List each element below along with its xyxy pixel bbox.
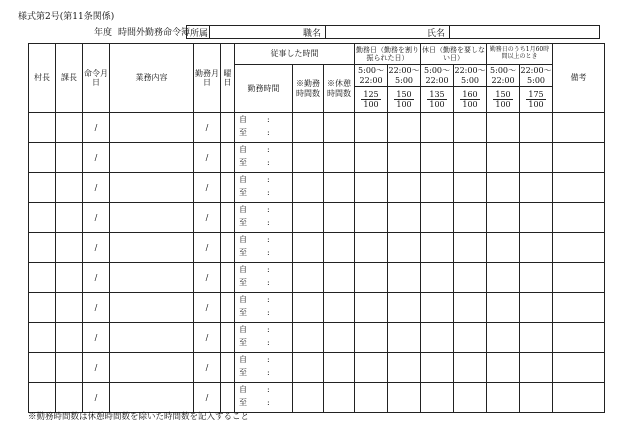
entry-cell[interactable] xyxy=(421,263,454,293)
entry-cell[interactable] xyxy=(520,113,553,143)
rate xyxy=(520,87,553,113)
entry-cell[interactable] xyxy=(388,113,421,143)
dept-label: 所属 xyxy=(190,29,209,39)
youbi-cell[interactable] xyxy=(221,293,235,323)
time-colon: : xyxy=(267,157,270,167)
gyomu-cell[interactable] xyxy=(110,323,194,353)
sonchou-cell[interactable] xyxy=(29,353,56,383)
date-slash: / xyxy=(205,332,209,342)
col-over60: 勤務日のうち1月60時間以上のとき xyxy=(487,44,553,65)
kachou-cell[interactable] xyxy=(56,293,83,323)
meirei-date-cell[interactable] xyxy=(83,263,110,293)
col-sonchou: 村長 xyxy=(29,44,56,113)
entry-cell[interactable] xyxy=(454,263,487,293)
kachou-cell[interactable] xyxy=(56,143,83,173)
entry-cell[interactable] xyxy=(388,263,421,293)
meirei-date-cell[interactable] xyxy=(83,353,110,383)
meirei-date-cell[interactable] xyxy=(83,233,110,263)
entry-cell[interactable] xyxy=(421,323,454,353)
entry-cell[interactable] xyxy=(388,173,421,203)
from-label: 自 xyxy=(239,294,247,304)
meirei-date-cell[interactable] xyxy=(83,173,110,203)
entry-cell[interactable] xyxy=(421,203,454,233)
col-bikou: 備考 xyxy=(553,44,605,113)
date-slash: / xyxy=(94,392,98,402)
entry-cell[interactable] xyxy=(520,263,553,293)
date-slash: / xyxy=(94,302,98,312)
from-label: 自 xyxy=(239,354,247,364)
from-label: 自 xyxy=(239,234,247,244)
table-row xyxy=(29,173,605,203)
time-colon: : xyxy=(267,234,270,244)
gyomu-cell[interactable] xyxy=(110,383,194,413)
date-slash: / xyxy=(205,152,209,162)
youbi-cell[interactable] xyxy=(221,173,235,203)
table-row xyxy=(29,293,605,323)
to-label: 至 xyxy=(239,157,247,167)
entry-cell[interactable] xyxy=(553,203,605,233)
table-row xyxy=(29,383,605,413)
entry-cell[interactable] xyxy=(355,173,388,203)
kachou-cell[interactable] xyxy=(56,173,83,203)
youbi-cell[interactable] xyxy=(221,323,235,353)
col-kyujitsu: 休日（勤務を要しない日） xyxy=(421,44,487,65)
table-row xyxy=(29,263,605,293)
entry-cell[interactable] xyxy=(421,233,454,263)
entry-cell[interactable] xyxy=(324,203,355,233)
rate xyxy=(454,87,487,113)
entry-cell[interactable] xyxy=(293,293,324,323)
dept-field[interactable] xyxy=(209,26,298,38)
meirei-date-cell[interactable] xyxy=(83,203,110,233)
entry-cell[interactable] xyxy=(355,263,388,293)
header-fields xyxy=(186,25,600,39)
time-range: 22:00〜5:00 xyxy=(454,66,486,85)
gyomu-cell[interactable] xyxy=(110,293,194,323)
entry-cell[interactable] xyxy=(421,113,454,143)
rate xyxy=(388,87,421,113)
rate-denominator: 100 xyxy=(462,100,478,109)
overtime-table xyxy=(28,43,605,413)
form-title: 時間外勤務命令簿 xyxy=(118,28,191,38)
entry-cell[interactable] xyxy=(454,233,487,263)
entry-cell[interactable] xyxy=(324,383,355,413)
date-slash: / xyxy=(205,182,209,192)
entry-cell[interactable] xyxy=(520,293,553,323)
date-slash: / xyxy=(205,212,209,222)
from-label: 自 xyxy=(239,144,247,154)
meirei-date-cell[interactable] xyxy=(83,293,110,323)
from-label: 自 xyxy=(239,384,247,394)
time-range: 5:00〜22:00 xyxy=(421,65,454,87)
col-kinmu: 勤務月日 xyxy=(194,44,221,113)
rate-numerator: 175 xyxy=(528,89,544,99)
youbi-cell[interactable] xyxy=(221,233,235,263)
time-range: 22:00〜5:00 xyxy=(388,66,420,85)
entry-cell[interactable] xyxy=(293,353,324,383)
col-youbi: 曜日 xyxy=(221,44,235,113)
sonchou-cell[interactable] xyxy=(29,203,56,233)
date-slash: / xyxy=(205,242,209,252)
year-label: 年度 xyxy=(94,28,113,38)
work-time-cell[interactable] xyxy=(235,143,293,173)
from-label: 自 xyxy=(239,204,247,214)
entry-cell[interactable] xyxy=(324,143,355,173)
to-label: 至 xyxy=(239,187,247,197)
meirei-date-cell[interactable] xyxy=(83,323,110,353)
entry-cell[interactable] xyxy=(553,113,605,143)
entry-cell[interactable] xyxy=(520,353,553,383)
col-kinmubi: 勤務日（勤務を割り振られた日） xyxy=(355,44,421,65)
table-row xyxy=(29,353,605,383)
entry-cell[interactable] xyxy=(324,323,355,353)
date-slash: / xyxy=(205,122,209,132)
time-colon: : xyxy=(267,187,270,197)
col-jujishita: 従事した時間 xyxy=(235,44,355,65)
job-label: 職名 xyxy=(303,29,322,39)
time-range: 5:00〜22:00 xyxy=(487,65,520,87)
date-slash: / xyxy=(94,182,98,192)
entry-cell[interactable] xyxy=(324,353,355,383)
entry-cell[interactable] xyxy=(293,383,324,413)
entry-cell[interactable] xyxy=(355,353,388,383)
youbi-cell[interactable] xyxy=(221,143,235,173)
time-colon: : xyxy=(267,307,270,317)
table-row xyxy=(29,323,605,353)
entry-cell[interactable] xyxy=(421,173,454,203)
work-time-cell[interactable] xyxy=(235,353,293,383)
time-colon: : xyxy=(267,144,270,154)
date-slash: / xyxy=(205,272,209,282)
kinmu-date-cell[interactable] xyxy=(194,203,221,233)
time-colon: : xyxy=(267,294,270,304)
from-label: 自 xyxy=(239,114,247,124)
col-kachou: 課長 xyxy=(56,44,83,113)
to-label: 至 xyxy=(239,247,247,257)
gyomu-cell[interactable] xyxy=(110,143,194,173)
entry-cell[interactable] xyxy=(553,233,605,263)
entry-cell[interactable] xyxy=(293,323,324,353)
meirei-date-cell[interactable] xyxy=(83,143,110,173)
work-time-cell[interactable] xyxy=(235,203,293,233)
form-number: 様式第2号(第11条関係) xyxy=(18,12,115,22)
time-colon: : xyxy=(267,174,270,184)
time-colon: : xyxy=(267,277,270,287)
work-time-cell[interactable] xyxy=(235,323,293,353)
kinmu-date-cell[interactable] xyxy=(194,383,221,413)
entry-cell[interactable] xyxy=(454,143,487,173)
entry-cell[interactable] xyxy=(454,293,487,323)
kinmu-date-cell[interactable] xyxy=(194,323,221,353)
time-colon: : xyxy=(267,204,270,214)
entry-cell[interactable] xyxy=(520,383,553,413)
entry-cell[interactable] xyxy=(293,203,324,233)
entry-cell[interactable] xyxy=(520,323,553,353)
gyomu-cell[interactable] xyxy=(110,203,194,233)
time-colon: : xyxy=(267,397,270,407)
entry-cell[interactable] xyxy=(487,263,520,293)
col-kinmu-jikan: 勤務時間 xyxy=(235,65,293,113)
kachou-cell[interactable] xyxy=(56,233,83,263)
entry-cell[interactable] xyxy=(388,323,421,353)
entry-cell[interactable] xyxy=(324,293,355,323)
entry-cell[interactable] xyxy=(421,353,454,383)
entry-cell[interactable] xyxy=(487,173,520,203)
entry-cell[interactable] xyxy=(553,323,605,353)
youbi-cell[interactable] xyxy=(221,203,235,233)
entry-cell[interactable] xyxy=(487,203,520,233)
to-label: 至 xyxy=(239,337,247,347)
time-colon: : xyxy=(267,114,270,124)
entry-cell[interactable] xyxy=(487,113,520,143)
job-field[interactable] xyxy=(325,26,422,38)
entry-cell[interactable] xyxy=(520,143,553,173)
sonchou-cell[interactable] xyxy=(29,383,56,413)
gyomu-cell[interactable] xyxy=(110,233,194,263)
table-row xyxy=(29,203,605,233)
entry-cell[interactable] xyxy=(293,263,324,293)
entry-cell[interactable] xyxy=(487,323,520,353)
to-label: 至 xyxy=(239,367,247,377)
kinmu-date-cell[interactable] xyxy=(194,113,221,143)
time-colon: : xyxy=(267,247,270,257)
kinmu-date-cell[interactable] xyxy=(194,143,221,173)
entry-cell[interactable] xyxy=(454,113,487,143)
entry-cell[interactable] xyxy=(324,113,355,143)
entry-cell[interactable] xyxy=(553,383,605,413)
entry-cell[interactable] xyxy=(487,383,520,413)
entry-cell[interactable] xyxy=(553,263,605,293)
table-row xyxy=(29,143,605,173)
entry-cell[interactable] xyxy=(324,173,355,203)
date-slash: / xyxy=(94,212,98,222)
table-row xyxy=(29,113,605,143)
entry-cell[interactable] xyxy=(388,353,421,383)
time-colon: : xyxy=(267,127,270,137)
kachou-cell[interactable] xyxy=(56,263,83,293)
gyomu-cell[interactable] xyxy=(110,263,194,293)
date-slash: / xyxy=(94,122,98,132)
to-label: 至 xyxy=(239,307,247,317)
entry-cell[interactable] xyxy=(388,383,421,413)
rate-numerator: 135 xyxy=(429,89,445,99)
kachou-cell[interactable] xyxy=(56,353,83,383)
rate xyxy=(421,87,454,113)
sonchou-cell[interactable] xyxy=(29,113,56,143)
entry-cell[interactable] xyxy=(324,263,355,293)
date-slash: / xyxy=(205,302,209,312)
col-meirei: 命令月日 xyxy=(83,44,110,113)
date-slash: / xyxy=(94,332,98,342)
entry-cell[interactable] xyxy=(355,113,388,143)
time-colon: : xyxy=(267,264,270,274)
kachou-cell[interactable] xyxy=(56,113,83,143)
time-colon: : xyxy=(267,324,270,334)
time-colon: : xyxy=(267,354,270,364)
entry-cell[interactable] xyxy=(520,173,553,203)
entry-cell[interactable] xyxy=(324,233,355,263)
entry-cell[interactable] xyxy=(388,233,421,263)
rate-numerator: 125 xyxy=(363,89,379,99)
entry-cell[interactable] xyxy=(293,113,324,143)
entry-cell[interactable] xyxy=(355,233,388,263)
work-time-cell[interactable] xyxy=(235,383,293,413)
kinmu-date-cell[interactable] xyxy=(194,173,221,203)
entry-cell[interactable] xyxy=(454,203,487,233)
table-row xyxy=(29,233,605,263)
from-label: 自 xyxy=(239,324,247,334)
name-field[interactable] xyxy=(449,26,600,38)
kachou-cell[interactable] xyxy=(56,203,83,233)
date-slash: / xyxy=(94,152,98,162)
work-time-cell[interactable] xyxy=(235,113,293,143)
to-label: 至 xyxy=(239,217,247,227)
sonchou-cell[interactable] xyxy=(29,173,56,203)
time-colon: : xyxy=(267,337,270,347)
sonchou-cell[interactable] xyxy=(29,263,56,293)
entry-cell[interactable] xyxy=(520,203,553,233)
rate-numerator: 150 xyxy=(396,89,412,99)
entry-cell[interactable] xyxy=(421,143,454,173)
gyomu-cell[interactable] xyxy=(110,113,194,143)
rate xyxy=(355,87,388,113)
youbi-cell[interactable] xyxy=(221,353,235,383)
entry-cell[interactable] xyxy=(355,293,388,323)
kachou-cell[interactable] xyxy=(56,323,83,353)
entry-cell[interactable] xyxy=(355,383,388,413)
entry-cell[interactable] xyxy=(553,353,605,383)
date-slash: / xyxy=(94,362,98,372)
date-slash: / xyxy=(94,272,98,282)
entry-cell[interactable] xyxy=(388,203,421,233)
entry-cell[interactable] xyxy=(421,383,454,413)
rate-denominator: 100 xyxy=(495,100,511,109)
entry-cell[interactable] xyxy=(487,293,520,323)
kachou-cell[interactable] xyxy=(56,383,83,413)
entry-cell[interactable] xyxy=(487,353,520,383)
from-label: 自 xyxy=(239,264,247,274)
entry-cell[interactable] xyxy=(454,173,487,203)
entry-cell[interactable] xyxy=(421,293,454,323)
entry-cell[interactable] xyxy=(487,143,520,173)
rate-numerator: 150 xyxy=(495,89,511,99)
work-time-cell[interactable] xyxy=(235,233,293,263)
kinmu-date-cell[interactable] xyxy=(194,263,221,293)
from-label: 自 xyxy=(239,174,247,184)
entry-cell[interactable] xyxy=(293,233,324,263)
name-label: 氏名 xyxy=(427,29,446,39)
kinmu-date-cell[interactable] xyxy=(194,233,221,263)
col-gyomu: 業務内容 xyxy=(110,44,194,113)
sonchou-cell[interactable] xyxy=(29,293,56,323)
entry-cell[interactable] xyxy=(553,173,605,203)
entry-cell[interactable] xyxy=(388,143,421,173)
entry-cell[interactable] xyxy=(553,293,605,323)
meirei-date-cell[interactable] xyxy=(83,113,110,143)
time-range: 22:00〜5:00 xyxy=(520,66,552,85)
to-label: 至 xyxy=(239,127,247,137)
work-time-cell[interactable] xyxy=(235,293,293,323)
sonchou-cell[interactable] xyxy=(29,233,56,263)
to-label: 至 xyxy=(239,277,247,287)
date-slash: / xyxy=(205,362,209,372)
entry-cell[interactable] xyxy=(454,323,487,353)
entry-cell[interactable] xyxy=(520,233,553,263)
gyomu-cell[interactable] xyxy=(110,353,194,383)
sonchou-cell[interactable] xyxy=(29,323,56,353)
meirei-date-cell[interactable] xyxy=(83,383,110,413)
work-time-cell[interactable] xyxy=(235,173,293,203)
kinmu-date-cell[interactable] xyxy=(194,353,221,383)
col-kyukei: ※休憩時間数 xyxy=(324,65,355,113)
kinmu-date-cell[interactable] xyxy=(194,293,221,323)
entry-cell[interactable] xyxy=(454,383,487,413)
col-kinmu-jikansu: ※勤務時間数 xyxy=(293,65,324,113)
date-slash: / xyxy=(94,242,98,252)
entry-cell[interactable] xyxy=(388,293,421,323)
youbi-cell[interactable] xyxy=(221,263,235,293)
date-slash: / xyxy=(205,392,209,402)
youbi-cell[interactable] xyxy=(221,113,235,143)
rate-denominator: 100 xyxy=(528,100,544,109)
time-colon: : xyxy=(267,384,270,394)
time-range: 5:00〜22:00 xyxy=(355,65,388,87)
gyomu-cell[interactable] xyxy=(110,173,194,203)
rate-denominator: 100 xyxy=(429,100,445,109)
time-colon: : xyxy=(267,367,270,377)
entry-cell[interactable] xyxy=(355,203,388,233)
footnote: ※勤務時間数は休憩時間数を除いた時間数を記入すること xyxy=(28,412,250,422)
entry-cell[interactable] xyxy=(293,143,324,173)
rate-denominator: 100 xyxy=(363,100,379,109)
entry-cell[interactable] xyxy=(454,353,487,383)
entry-cell[interactable] xyxy=(355,323,388,353)
entry-cell[interactable] xyxy=(355,143,388,173)
work-time-cell[interactable] xyxy=(235,263,293,293)
youbi-cell[interactable] xyxy=(221,383,235,413)
time-colon: : xyxy=(267,217,270,227)
entry-cell[interactable] xyxy=(487,233,520,263)
to-label: 至 xyxy=(239,397,247,407)
entry-cell[interactable] xyxy=(293,173,324,203)
sonchou-cell[interactable] xyxy=(29,143,56,173)
rate xyxy=(487,87,520,113)
rate-denominator: 100 xyxy=(396,100,412,109)
entry-cell[interactable] xyxy=(553,143,605,173)
rate-numerator: 160 xyxy=(462,89,478,99)
